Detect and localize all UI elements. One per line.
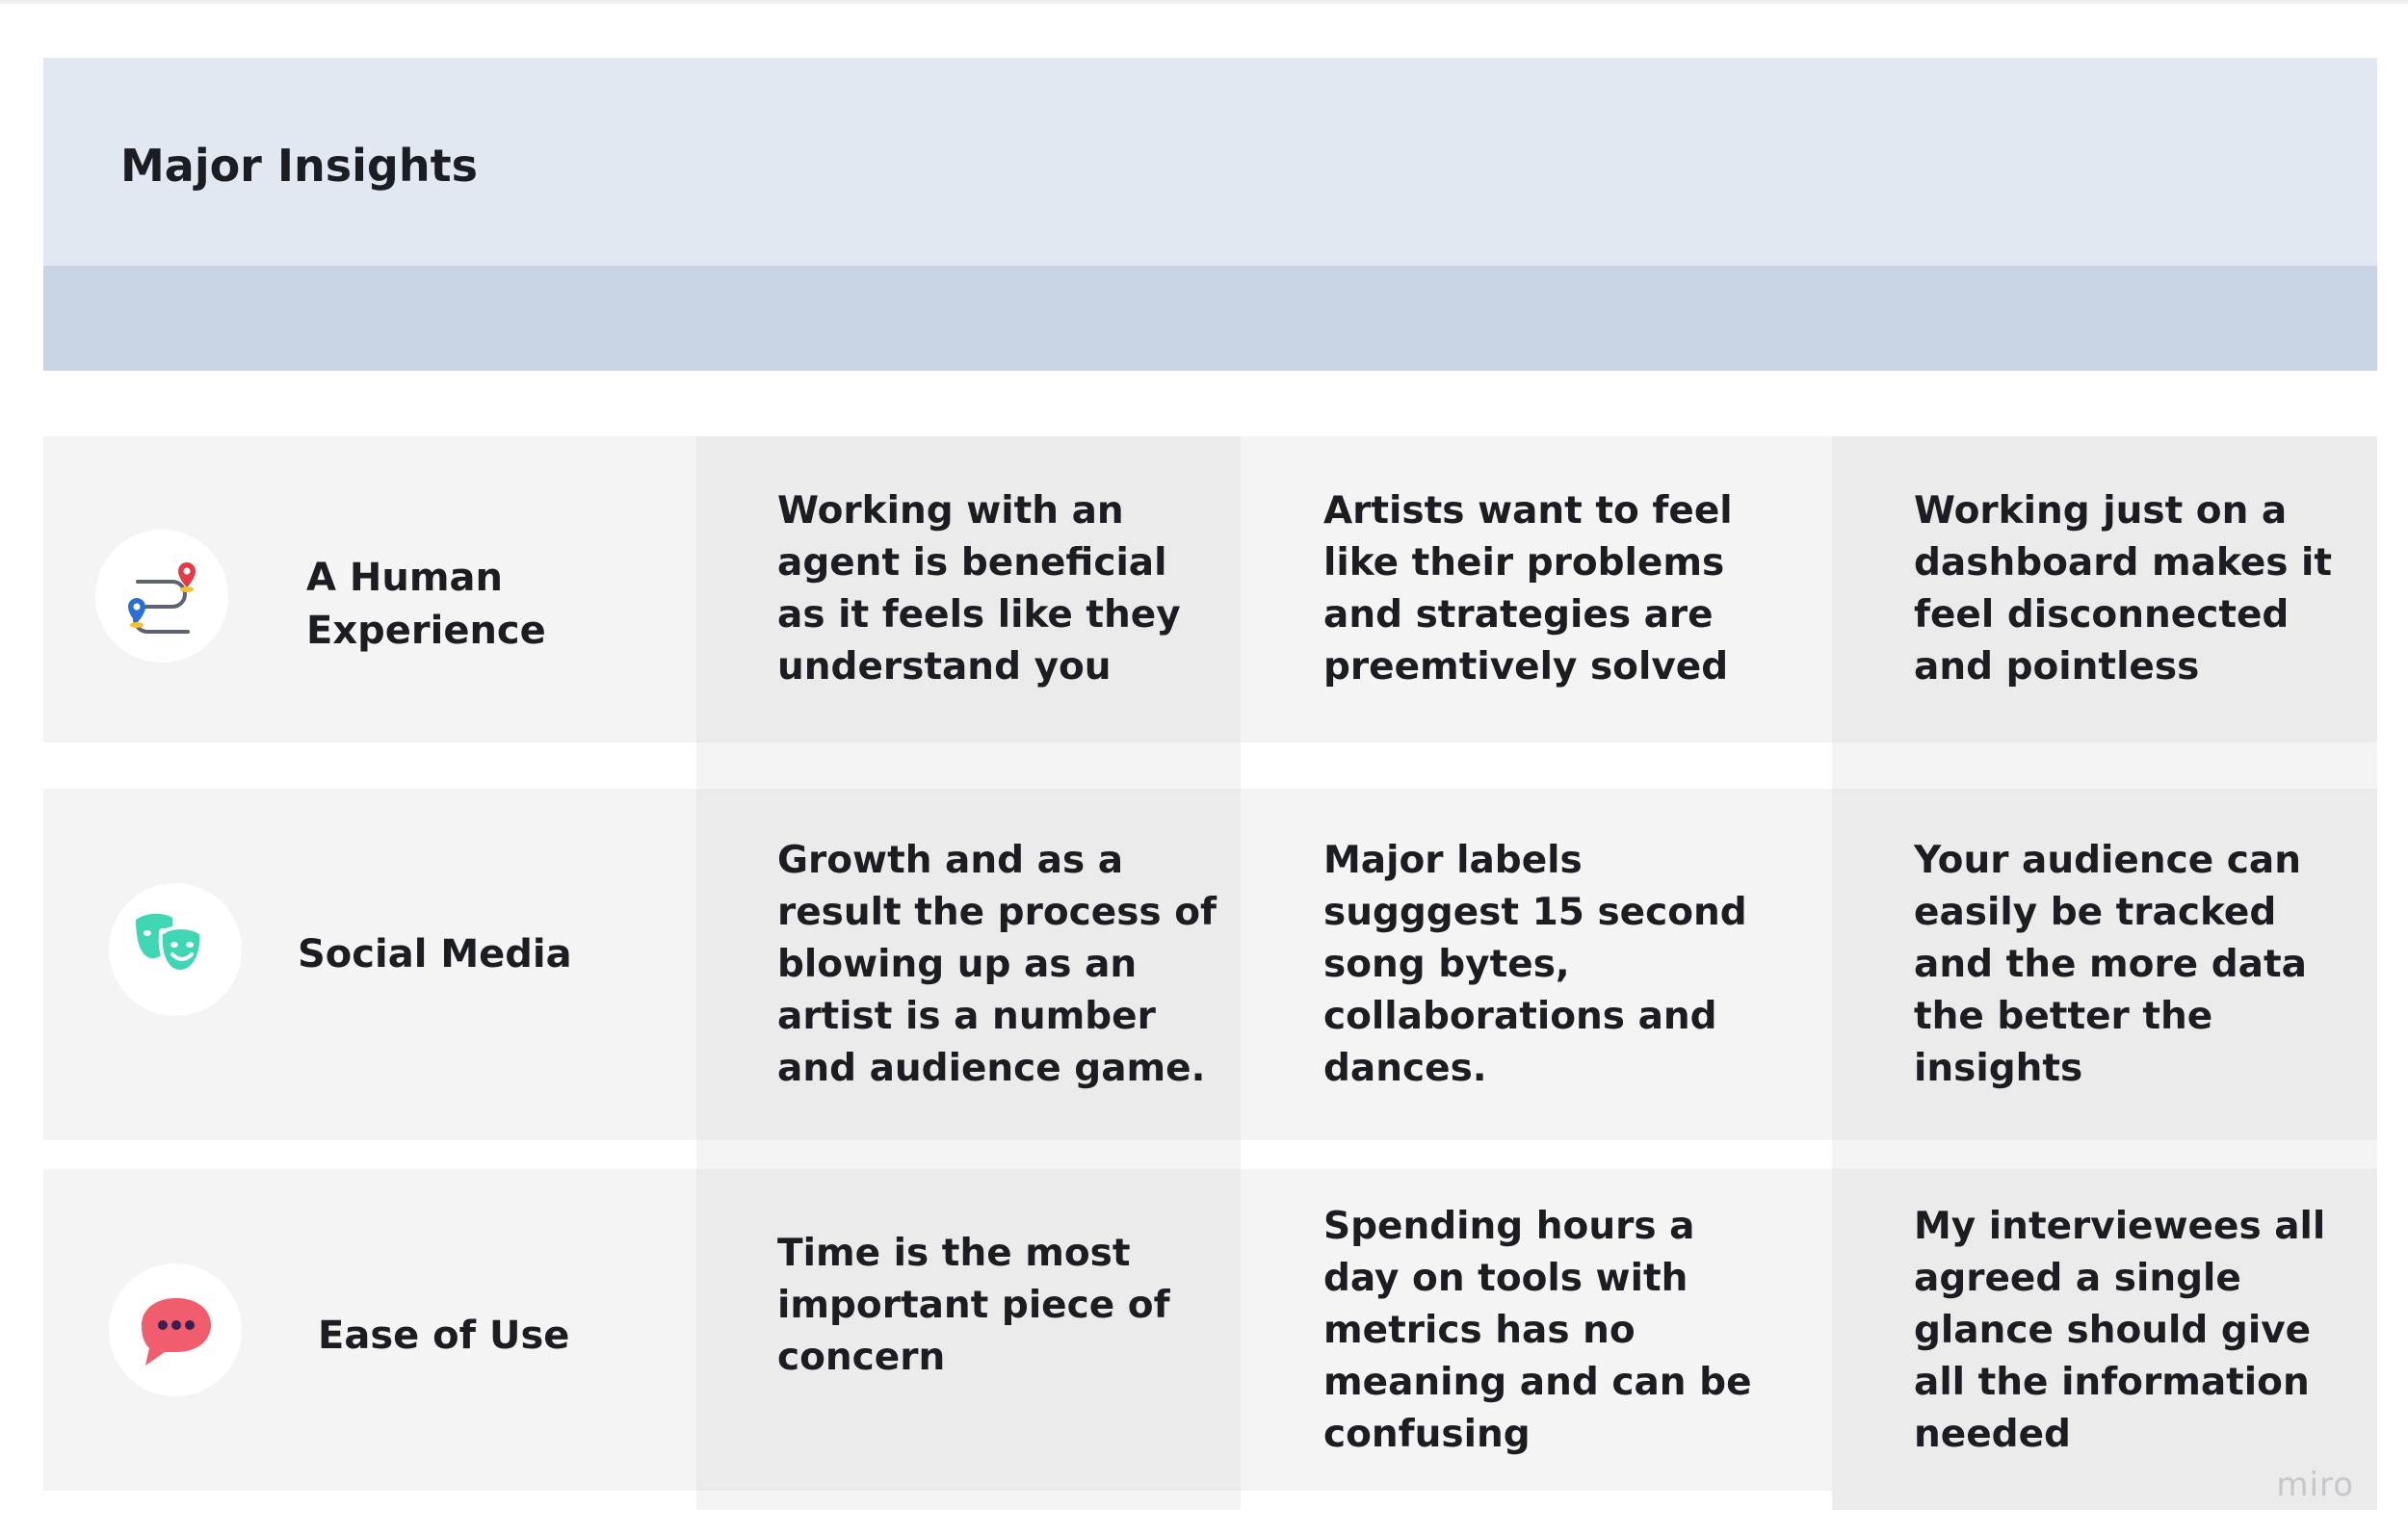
page-title[interactable]: Major Insights [120,140,478,192]
row-label-ease-of-use[interactable]: Ease of Use [318,1314,570,1358]
top-border [0,0,2408,4]
row-label-social-media[interactable]: Social Media [298,932,572,976]
sticky-note[interactable]: Working just on a dashboard makes it feel disconnected and pointless [1914,489,2333,689]
sticky-note[interactable]: Working with an agent is beneficial as it feels like they understand you [777,489,1181,689]
sticky-note[interactable]: My interviewees all agreed a single glance should give all the information needed [1914,1205,2326,1456]
sticky-note[interactable]: Spending hours a day on tools with metrics has no meaning and can be confusing [1323,1205,1752,1456]
header-subband [43,266,2377,371]
chat-bubble-icon [109,1263,242,1396]
miro-watermark: miro [2276,1466,2354,1504]
row-label-human-experience[interactable]: A Human Experience [306,556,546,653]
sticky-note[interactable]: Artists want to feel like their problems and strategies are preemtively solved [1323,489,1733,689]
sticky-note[interactable]: Major labels sugggest 15 second song bytes, collaborations and dances. [1323,839,1747,1090]
sticky-note[interactable]: Time is the most important piece of concern [777,1232,1170,1379]
theater-masks-icon [109,883,242,1016]
sticky-note[interactable]: Growth and as a result the process of blowing up as an artist is a number and audience game. [777,839,1217,1090]
sticky-note[interactable]: Your audience can easily be tracked and the more data the better the insights [1914,839,2307,1090]
route-pins-icon [95,530,228,663]
